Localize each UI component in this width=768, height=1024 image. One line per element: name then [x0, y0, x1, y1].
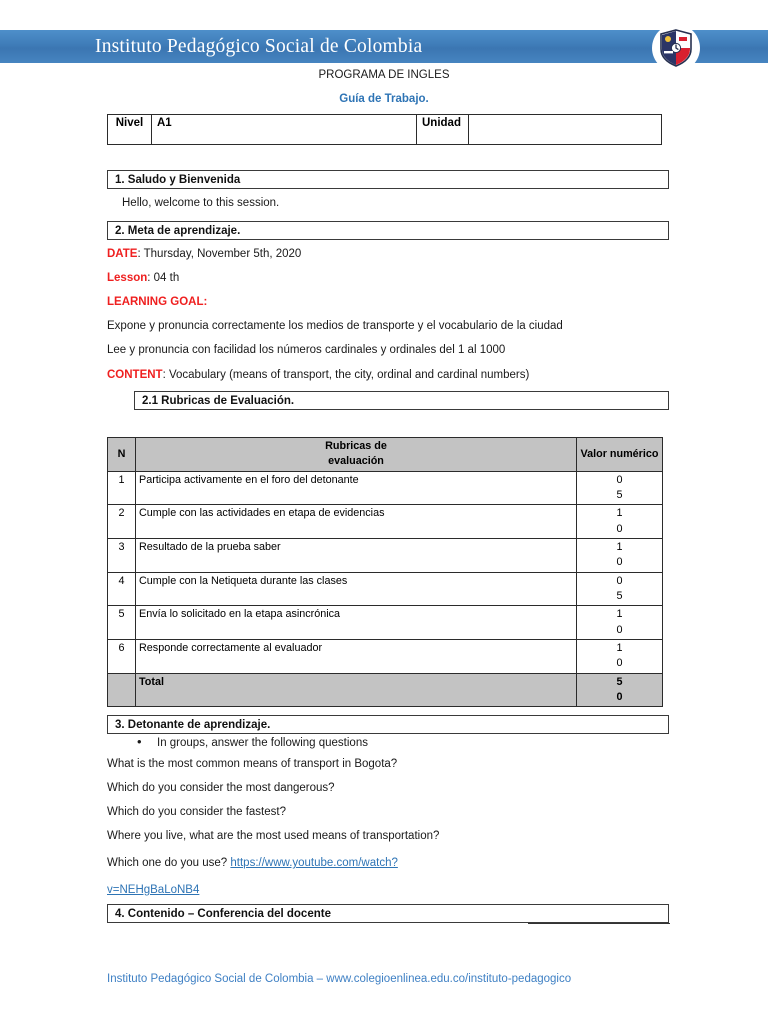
- column-header-description: [136, 438, 577, 472]
- row-value: [577, 538, 663, 572]
- row-number: 5: [108, 606, 136, 640]
- date-value: : Thursday, November 5th, 2020: [137, 248, 302, 260]
- column-header-desc-line2: evaluación: [328, 455, 384, 468]
- bullet-text: In groups, answer the following questions: [157, 737, 368, 749]
- table-row: [108, 572, 663, 606]
- list-item: [137, 735, 368, 749]
- table-row: [108, 471, 663, 505]
- row-value-digit-1: 1: [616, 507, 623, 520]
- youtube-link-part-2-row: [107, 884, 199, 896]
- row-value-digit-1: 1: [616, 540, 623, 553]
- row-description: Responde correctamente al evaluador: [136, 639, 577, 673]
- shield-crest-svg: [659, 29, 693, 67]
- row-value-digit-1: 0: [616, 473, 623, 486]
- lesson-value: : 04 th: [147, 272, 180, 284]
- column-header-desc-line1: Rubricas de: [325, 440, 387, 452]
- question-3: Which do you consider the fastest?: [107, 806, 286, 818]
- content-line: [107, 369, 529, 381]
- row-value-digit-1: 1: [616, 608, 623, 621]
- row-value: [577, 572, 663, 606]
- question-2: Which do you consider the most dangerous?: [107, 782, 335, 794]
- welcome-text: Hello, welcome to this session.: [122, 197, 280, 209]
- section-heading-1: 1. Saludo y Bienvenida: [107, 170, 669, 189]
- lesson-line: [107, 272, 179, 284]
- row-value-digit-2: 0: [616, 522, 623, 535]
- row-description: Envía lo solicitado en la etapa asincrónica: [136, 606, 577, 640]
- row-value-digit-2: 0: [616, 623, 623, 636]
- row-description: Participa activamente en el foro del detonante: [136, 471, 577, 505]
- section-heading-3: 3. Detonante de aprendizaje.: [107, 715, 669, 734]
- page-footer: Instituto Pedagógico Social de Colombia – www.colegioenlinea.edu.co/instituto-pedagogico: [107, 973, 572, 985]
- total-value-digit-2: 0: [616, 690, 623, 703]
- row-description: Cumple con las actividades en etapa de evidencias: [136, 505, 577, 539]
- learning-goal-text: LEARNING GOAL:: [107, 296, 208, 308]
- unidad-value: [469, 115, 662, 145]
- section-heading-4: 4. Contenido – Conferencia del docente: [107, 904, 669, 923]
- table-row: [108, 606, 663, 640]
- date-line: [107, 248, 301, 260]
- total-value-digit-1: 5: [616, 675, 623, 688]
- unidad-label: Unidad: [417, 115, 469, 145]
- rubrics-table: [107, 437, 663, 707]
- bullet-icon: •: [137, 734, 142, 749]
- row-value-digit-2: 5: [616, 589, 623, 602]
- learning-goal-label: [107, 296, 207, 308]
- row-description: Cumple con la Netiqueta durante las clases: [136, 572, 577, 606]
- content-label: CONTENT: [107, 369, 163, 381]
- rubrics-table-body: [108, 471, 663, 707]
- table-row: [108, 639, 663, 673]
- table-row: [108, 115, 662, 145]
- table-row: [108, 505, 663, 539]
- question-5: [107, 857, 398, 869]
- program-title: PROGRAMA DE INGLES: [318, 69, 450, 81]
- content-value: : Vocabulary (means of transport, the city, ordinal and cardinal numbers): [162, 369, 530, 381]
- total-number: [108, 673, 136, 707]
- level-unit-table: [107, 114, 662, 145]
- column-header-value: Valor numérico: [577, 438, 663, 472]
- goal-line-1: Expone y pronuncia correctamente los medios de transporte y el vocabulario de la ciudad: [107, 320, 563, 332]
- total-value: [577, 673, 663, 707]
- table-row-total: [108, 673, 663, 707]
- row-number: 6: [108, 639, 136, 673]
- row-value: [577, 606, 663, 640]
- column-header-n: N: [108, 438, 136, 472]
- shield-crest-icon: [652, 24, 700, 72]
- row-value-digit-1: 1: [616, 641, 623, 654]
- question-1: What is the most common means of transport in Bogota?: [107, 758, 398, 770]
- row-value-digit-2: 0: [616, 556, 623, 569]
- question-5-text: Which one do you use?: [107, 857, 231, 869]
- row-value: [577, 471, 663, 505]
- goal-line-2: Lee y pronuncia con facilidad los números cardinales y ordinales del 1 al 1000: [107, 344, 506, 356]
- section-heading-2: 2. Meta de aprendizaje.: [107, 221, 669, 240]
- youtube-link-part-1[interactable]: https://www.youtube.com/watch?: [230, 857, 398, 869]
- nivel-value: A1: [152, 115, 417, 145]
- table-header-row: [108, 438, 663, 472]
- institution-title: Instituto Pedagógico Social de Colombia: [95, 35, 423, 57]
- table-row: [108, 538, 663, 572]
- nivel-label: Nivel: [108, 115, 152, 145]
- youtube-link-part-2[interactable]: v=NEHgBaLoNB4: [107, 884, 200, 896]
- row-value-digit-2: 5: [616, 488, 623, 501]
- row-number: 3: [108, 538, 136, 572]
- row-number: 2: [108, 505, 136, 539]
- row-value: [577, 639, 663, 673]
- date-label: DATE: [107, 248, 138, 260]
- guide-title: Guía de Trabajo.: [339, 93, 429, 105]
- row-description: Resultado de la prueba saber: [136, 538, 577, 572]
- row-value-digit-2: 0: [616, 657, 623, 670]
- total-label: Total: [136, 673, 577, 707]
- row-number: 1: [108, 471, 136, 505]
- section-heading-2-1: 2.1 Rubricas de Evaluación.: [134, 391, 669, 410]
- row-value: [577, 505, 663, 539]
- row-number: 4: [108, 572, 136, 606]
- row-value-digit-1: 0: [616, 574, 623, 587]
- question-4: Where you live, what are the most used means of transportation?: [107, 830, 440, 842]
- lesson-label: Lesson: [107, 272, 148, 284]
